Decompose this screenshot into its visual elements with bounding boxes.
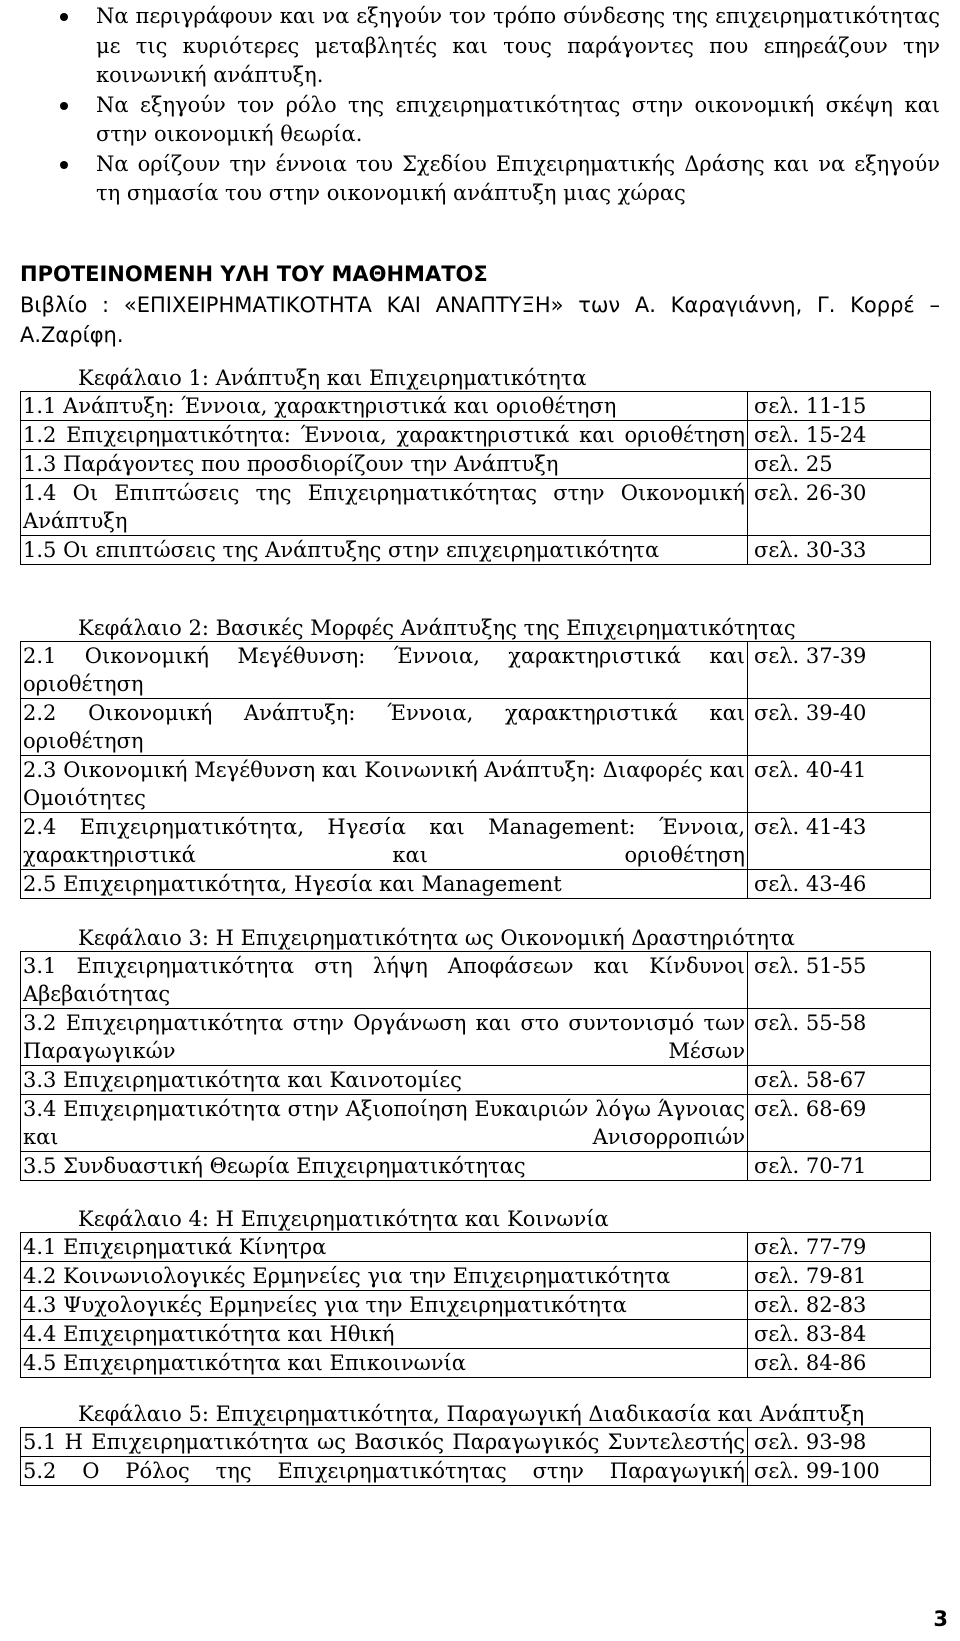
table-row xyxy=(21,813,931,870)
section-pages: σελ. 41-43 xyxy=(748,813,931,870)
table-row xyxy=(21,1233,931,1262)
material-heading: ΠΡΟΤΕΙΝΟΜΕΝΗ ΥΛΗ ΤΟΥ ΜΑΘΗΜΑΤΟΣ xyxy=(20,262,488,286)
table-row xyxy=(21,870,931,899)
book-reference: Βιβλίο : «ΕΠΙΧΕΙΡΗΜΑΤΙΚΟΤΗΤΑ ΚΑΙ ΑΝΑΠΤΥΞΗ» των Α. Καραγιάννη, Γ. Κορρέ – Α.Ζαρίφη. xyxy=(20,293,940,347)
table-row xyxy=(21,1428,931,1457)
chapter-title: Κεφάλαιο 5: Επιχειρηματικότητα, Παραγωγική Διαδικασία και Ανάπτυξη xyxy=(78,1402,865,1426)
section-pages: σελ. 68-69 xyxy=(748,1095,931,1152)
section-pages: σελ. 70-71 xyxy=(748,1152,931,1181)
section-pages: σελ. 15-24 xyxy=(748,421,931,450)
chapter-title: Κεφάλαιο 2: Βασικές Μορφές Ανάπτυξης της Επιχειρηματικότητας xyxy=(78,616,796,640)
objective-item: Να ορίζουν την έννοια του Σχεδίου Επιχειρηματικής Δράσης και να εξηγούν τη σημασία του στην οικονομική ανάπτυξη μιας χώρας xyxy=(60,150,940,209)
section-topic: 1.3 Παράγοντες που προσδιορίζουν την Ανάπτυξη xyxy=(21,450,748,479)
section-pages: σελ. 82-83 xyxy=(748,1291,931,1320)
chapter-3 xyxy=(20,924,940,1181)
objectives-list xyxy=(60,2,940,209)
bullet-icon xyxy=(60,161,68,169)
table-row xyxy=(21,392,931,421)
section-topic: 2.3 Οικονομική Μεγέθυνση και Κοινωνική Ανάπτυξη: Διαφορές και Ομοιότητες xyxy=(21,756,748,813)
table-row xyxy=(21,1009,931,1066)
section-topic: 4.4 Επιχειρηματικότητα και Ηθική xyxy=(21,1320,748,1349)
section-pages: σελ. 25 xyxy=(748,450,931,479)
section-pages: σελ. 93-98 xyxy=(748,1428,931,1457)
table-row xyxy=(21,1291,931,1320)
section-pages: σελ. 37-39 xyxy=(748,642,931,699)
chapter-4 xyxy=(20,1205,940,1378)
section-topic: 3.5 Συνδυαστική Θεωρία Επιχειρηματικότητας xyxy=(21,1152,748,1181)
section-topic: 3.3 Επιχειρηματικότητα και Καινοτομίες xyxy=(21,1066,748,1095)
section-pages: σελ. 40-41 xyxy=(748,756,931,813)
table-row xyxy=(21,1320,931,1349)
section-pages: σελ. 79-81 xyxy=(748,1262,931,1291)
table-row xyxy=(21,421,931,450)
chapter-5 xyxy=(20,1400,940,1486)
table-row xyxy=(21,479,931,536)
table-row xyxy=(21,1066,931,1095)
section-pages: σελ. 26-30 xyxy=(748,479,931,536)
section-topic: 4.1 Επιχειρηματικά Κίνητρα xyxy=(21,1233,748,1262)
chapter-table xyxy=(20,1232,931,1378)
section-topic: 1.5 Οι επιπτώσεις της Ανάπτυξης στην επιχειρηματικότητα xyxy=(21,536,748,565)
table-row xyxy=(21,536,931,565)
section-pages: σελ. 43-46 xyxy=(748,870,931,899)
section-topic: 4.5 Επιχειρηματικότητα και Επικοινωνία xyxy=(21,1349,748,1378)
chapter-table xyxy=(20,951,931,1181)
section-topic: 1.4 Οι Επιπτώσεις της Επιχειρηματικότητας στην Οικονομική Ανάπτυξη xyxy=(21,479,748,536)
section-pages: σελ. 83-84 xyxy=(748,1320,931,1349)
section-topic: 1.1 Ανάπτυξη: Έννοια, χαρακτηριστικά και οριοθέτηση xyxy=(21,392,748,421)
chapter-1 xyxy=(20,364,940,565)
table-row xyxy=(21,952,931,1009)
chapter-table xyxy=(20,1427,931,1486)
section-pages: σελ. 51-55 xyxy=(748,952,931,1009)
section-pages: σελ. 84-86 xyxy=(748,1349,931,1378)
section-topic: 2.2 Οικονομική Ανάπτυξη: Έννοια, χαρακτηριστικά και οριοθέτηση xyxy=(21,699,748,756)
chapter-table xyxy=(20,391,931,565)
section-pages: σελ. 11-15 xyxy=(748,392,931,421)
table-row xyxy=(21,1152,931,1181)
section-pages: σελ. 99-100 xyxy=(748,1457,931,1486)
table-row xyxy=(21,699,931,756)
section-topic: 3.1 Επιχειρηματικότητα στη λήψη Αποφάσεων και Κίνδυνοι Αβεβαιότητας xyxy=(21,952,748,1009)
chapter-title: Κεφάλαιο 1: Ανάπτυξη και Επιχειρηματικότητα xyxy=(78,366,587,390)
chapter-title: Κεφάλαιο 4: Η Επιχειρηματικότητα και Κοινωνία xyxy=(78,1207,609,1231)
section-topic: 4.3 Ψυχολογικές Ερμηνείες για την Επιχειρηματικότητα xyxy=(21,1291,748,1320)
table-row xyxy=(21,1095,931,1152)
section-topic: 1.2 Επιχειρηματικότητα: Έννοια, χαρακτηριστικά και οριοθέτηση xyxy=(21,421,748,450)
chapter-title: Κεφάλαιο 3: Η Επιχειρηματικότητα ως Οικονομική Δραστηριότητα xyxy=(78,926,795,950)
table-row xyxy=(21,1349,931,1378)
section-topic: 5.2 Ο Ρόλος της Επιχειρηματικότητας στην Παραγωγική xyxy=(21,1457,748,1486)
section-pages: σελ. 39-40 xyxy=(748,699,931,756)
section-topic: 2.4 Επιχειρηματικότητα, Ηγεσία και Management: Έννοια, χαρακτηριστικά και οριοθέτηση xyxy=(21,813,748,870)
chapter-table xyxy=(20,641,931,899)
section-topic: 2.5 Επιχειρηματικότητα, Ηγεσία και Management xyxy=(21,870,748,899)
bullet-icon xyxy=(60,102,68,110)
section-pages: σελ. 55-58 xyxy=(748,1009,931,1066)
objective-item: Να εξηγούν τον ρόλο της επιχειρηματικότητας στην οικονομική σκέψη και στην οικονομική θεωρία. xyxy=(60,91,940,150)
table-row xyxy=(21,1457,931,1486)
section-pages: σελ. 77-79 xyxy=(748,1233,931,1262)
table-row xyxy=(21,642,931,699)
section-pages: σελ. 58-67 xyxy=(748,1066,931,1095)
section-topic: 2.1 Οικονομική Μεγέθυνση: Έννοια, χαρακτηριστικά και οριοθέτηση xyxy=(21,642,748,699)
section-topic: 4.2 Κοινωνιολογικές Ερμηνείες για την Επιχειρηματικότητα xyxy=(21,1262,748,1291)
section-topic: 5.1 Η Επιχειρηματικότητα ως Βασικός Παραγωγικός Συντελεστής xyxy=(21,1428,748,1457)
table-row xyxy=(21,756,931,813)
chapter-2 xyxy=(20,614,940,899)
bullet-icon xyxy=(60,13,68,21)
section-topic: 3.2 Επιχειρηματικότητα στην Οργάνωση και στο συντονισμό των Παραγωγικών Μέσων xyxy=(21,1009,748,1066)
table-row xyxy=(21,450,931,479)
page-number: 3 xyxy=(933,1607,948,1631)
objective-item: Να περιγράφουν και να εξηγούν τον τρόπο σύνδεσης της επιχειρηματικότητας με τις κυριότερες μεταβλητές και τους παράγοντες που επηρεάζουν την κοινωνική ανάπτυξη. xyxy=(60,2,940,91)
section-topic: 3.4 Επιχειρηματικότητα στην Αξιοποίηση Ευκαιριών λόγω Άγνοιας και Ανισορροπιών xyxy=(21,1095,748,1152)
section-pages: σελ. 30-33 xyxy=(748,536,931,565)
table-row xyxy=(21,1262,931,1291)
